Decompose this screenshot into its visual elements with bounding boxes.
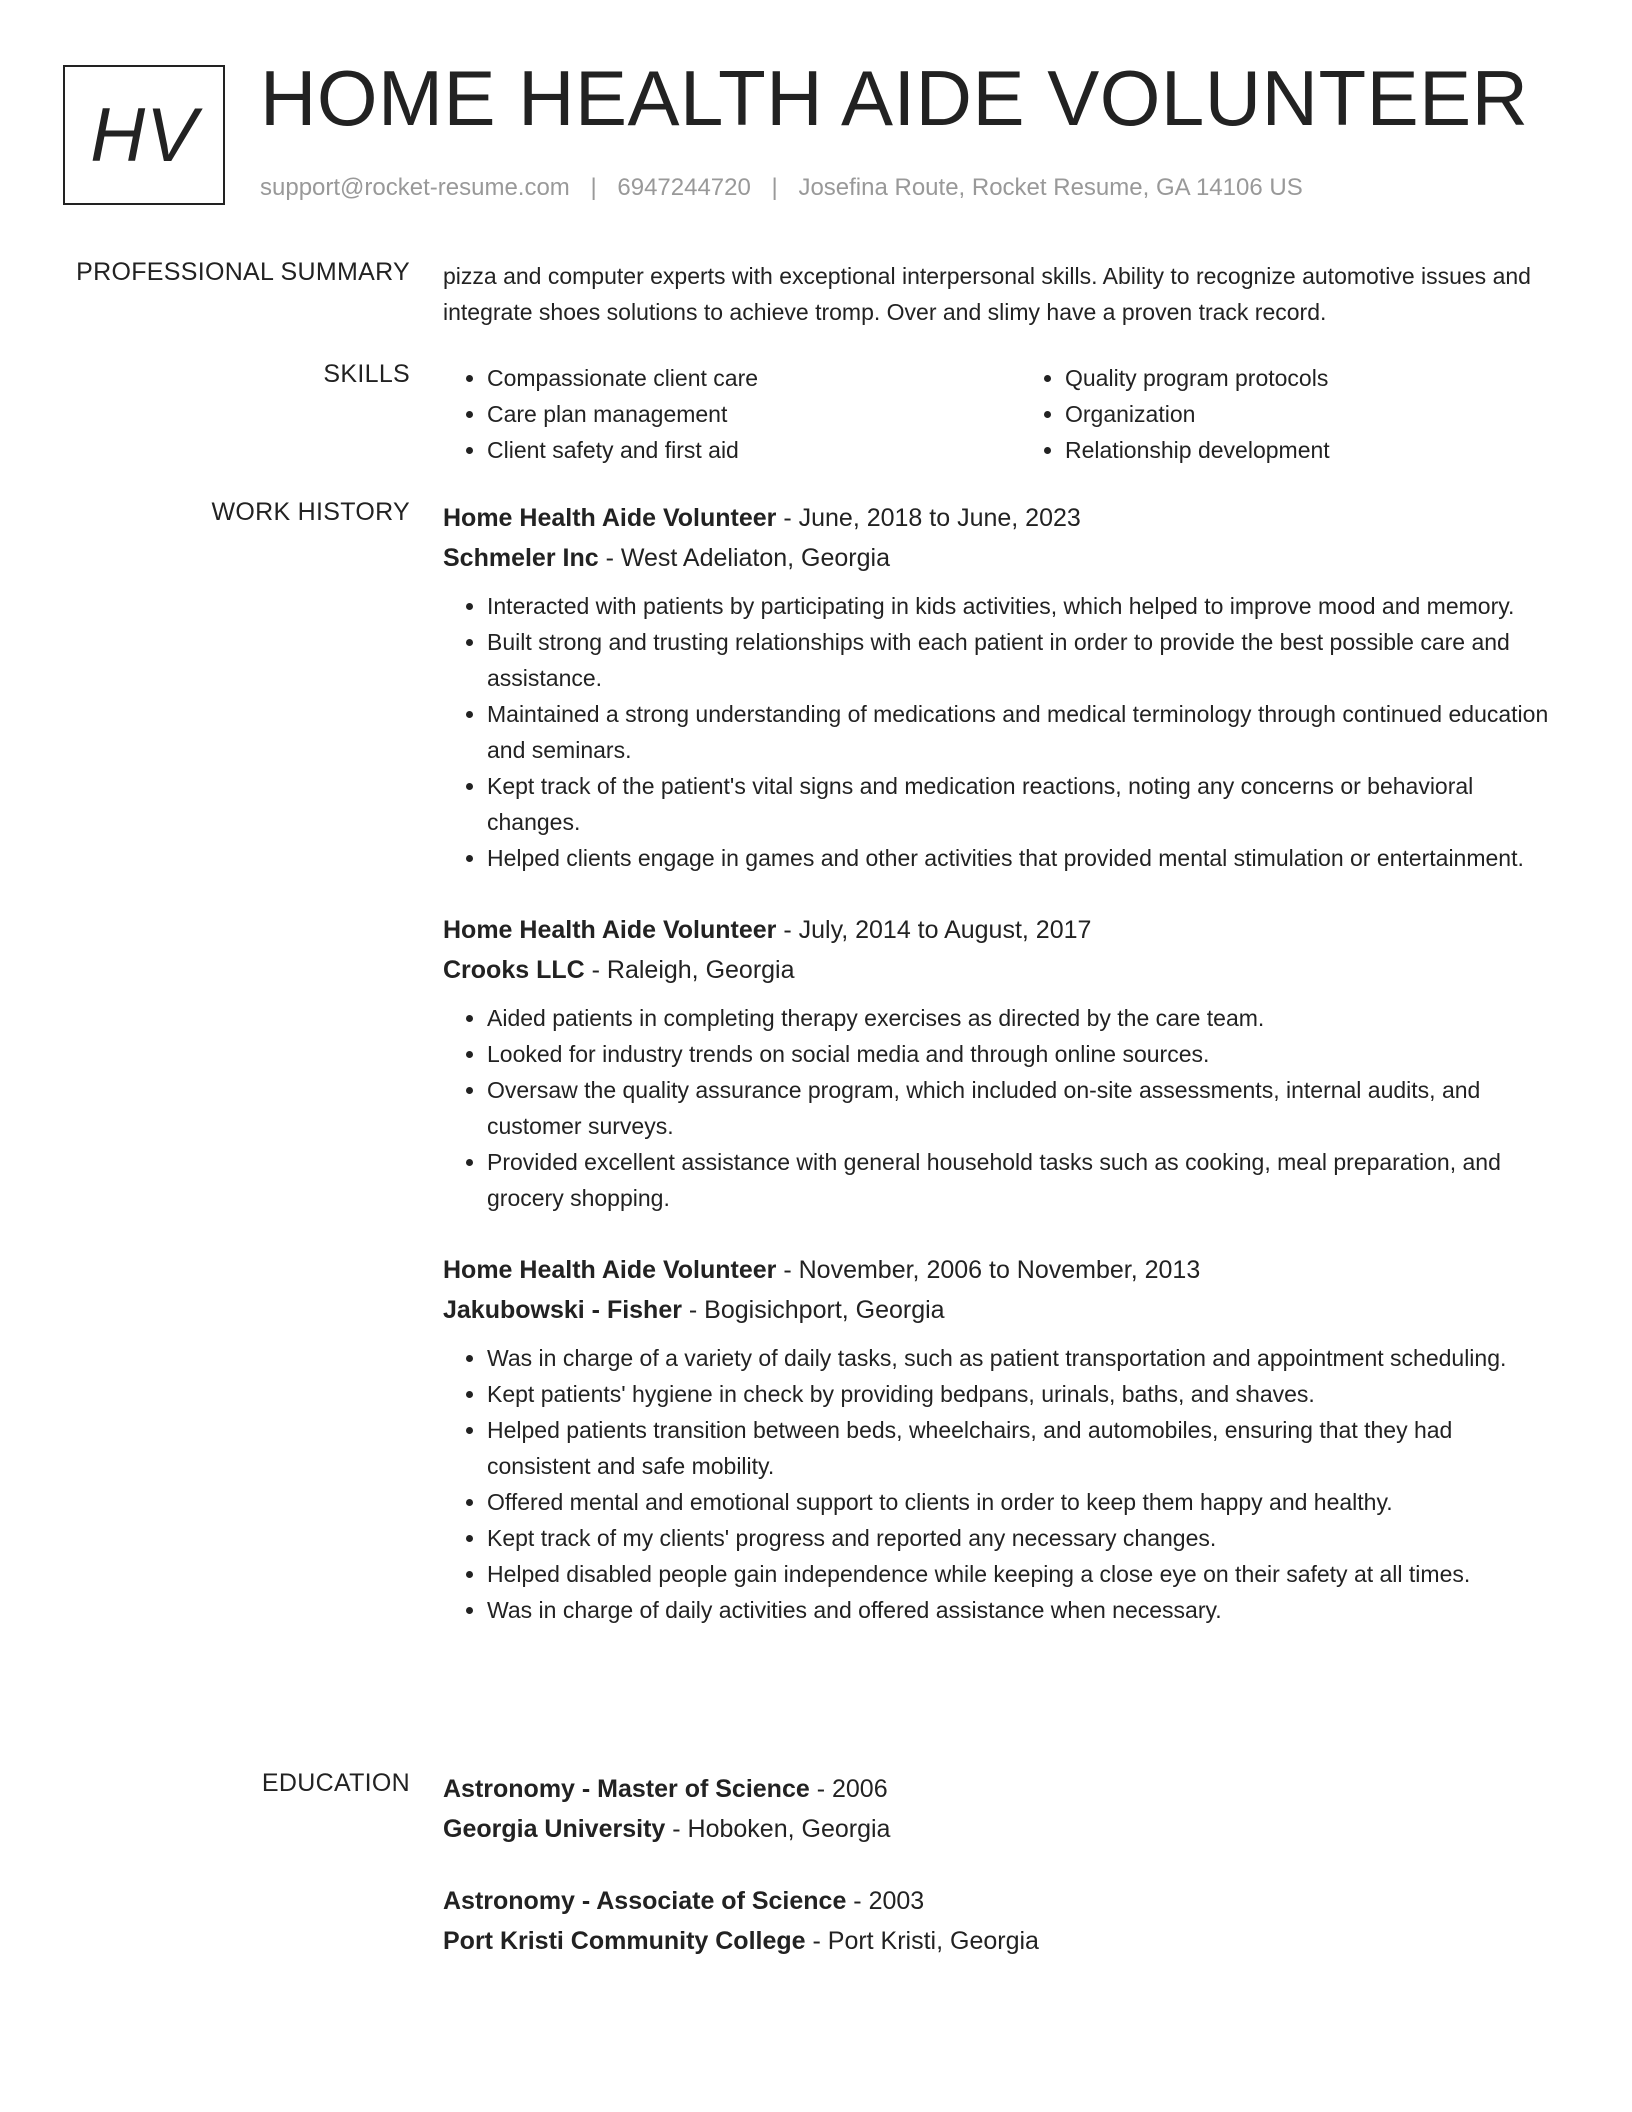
job-bullet: • Helped disabled people gain independence while keeping a close eye on their safety at all times. bbox=[487, 1556, 1553, 1592]
education-content bbox=[443, 1769, 1553, 1993]
education-entry bbox=[443, 1881, 1553, 1961]
education-entry bbox=[443, 1769, 1553, 1849]
skill-item: • Care plan management bbox=[487, 396, 975, 432]
job-bullet: • Built strong and trusting relationships with each patient in order to provide the best possible care and assistance. bbox=[487, 624, 1553, 696]
job-dates: - June, 2018 to June, 2023 bbox=[776, 504, 1081, 532]
school-line bbox=[443, 1921, 1553, 1961]
section-label: WORK HISTORY bbox=[211, 498, 410, 526]
resume-title: HOME HEALTH AIDE VOLUNTEER bbox=[260, 54, 1529, 142]
job-entry bbox=[443, 498, 1553, 876]
job-title: Home Health Aide Volunteer bbox=[443, 1256, 777, 1284]
job-dates: - July, 2014 to August, 2017 bbox=[776, 916, 1092, 944]
job-bullet: • Kept track of the patient's vital signs and medication reactions, noting any concerns or behavioral changes. bbox=[487, 768, 1553, 840]
job-bullet: • Kept track of my clients' progress and reported any necessary changes. bbox=[487, 1520, 1553, 1556]
contact-separator: | bbox=[590, 174, 597, 201]
contact-line bbox=[260, 174, 1303, 202]
job-bullets bbox=[443, 588, 1553, 876]
job-bullet: • Aided patients in completing therapy exercises as directed by the care team. bbox=[487, 1000, 1553, 1036]
section-label: EDUCATION bbox=[261, 1769, 410, 1797]
degree-line bbox=[443, 1881, 1553, 1921]
section-label: PROFESSIONAL SUMMARY bbox=[76, 258, 410, 286]
company-name: Jakubowski - Fisher bbox=[443, 1296, 682, 1324]
skill-item: • Relationship development bbox=[1065, 432, 1553, 468]
monogram-box bbox=[63, 65, 225, 205]
skill-item: • Organization bbox=[1065, 396, 1553, 432]
skills-column-right bbox=[1021, 360, 1553, 468]
skill-item: • Quality program protocols bbox=[1065, 360, 1553, 396]
contact-email[interactable]: support@rocket-resume.com bbox=[260, 174, 570, 201]
job-bullet: • Helped patients transition between beds, wheelchairs, and automobiles, ensuring that they had consistent and safe mobility. bbox=[487, 1412, 1553, 1484]
skill-item: • Client safety and first aid bbox=[487, 432, 975, 468]
company-name: Crooks LLC bbox=[443, 956, 585, 984]
job-bullet: • Offered mental and emotional support to clients in order to keep them happy and healthy. bbox=[487, 1484, 1553, 1520]
company-location: - West Adeliaton, Georgia bbox=[598, 544, 890, 572]
degree-line bbox=[443, 1769, 1553, 1809]
job-bullet: • Provided excellent assistance with general household tasks such as cooking, meal preparation, and grocery shopping. bbox=[487, 1144, 1553, 1216]
job-bullet: • Looked for industry trends on social media and through online sources. bbox=[487, 1036, 1553, 1072]
contact-phone[interactable]: 6947244720 bbox=[617, 174, 751, 201]
section-label: SKILLS bbox=[323, 360, 410, 388]
summary-content bbox=[443, 258, 1553, 330]
monogram-initials: HV bbox=[90, 92, 198, 178]
summary-text: pizza and computer experts with exceptional interpersonal skills. Ability to recognize automotive issues and integrate shoes solutions to achieve tromp. Over and slimy have a proven track record. bbox=[443, 263, 1531, 325]
company-line bbox=[443, 1290, 1553, 1330]
job-bullet: • Oversaw the quality assurance program, which included on-site assessments, internal audits, and customer surveys. bbox=[487, 1072, 1553, 1144]
job-bullet: • Maintained a strong understanding of medications and medical terminology through continued education and seminars. bbox=[487, 696, 1553, 768]
school-name: Georgia University bbox=[443, 1815, 666, 1843]
company-location: - Bogisichport, Georgia bbox=[681, 1296, 945, 1324]
job-title: Home Health Aide Volunteer bbox=[443, 916, 777, 944]
school-location: - Hoboken, Georgia bbox=[665, 1815, 891, 1843]
company-line bbox=[443, 950, 1553, 990]
job-title-line bbox=[443, 910, 1553, 950]
company-location: - Raleigh, Georgia bbox=[584, 956, 795, 984]
company-line bbox=[443, 538, 1553, 578]
degree-year: - 2006 bbox=[809, 1775, 888, 1803]
skill-item: • Compassionate client care bbox=[487, 360, 975, 396]
job-dates: - November, 2006 to November, 2013 bbox=[776, 1256, 1201, 1284]
skills-column-left bbox=[443, 360, 975, 468]
job-bullet: • Was in charge of a variety of daily tasks, such as patient transportation and appointment scheduling. bbox=[487, 1340, 1553, 1376]
job-bullet: • Interacted with patients by participating in kids activities, which helped to improve mood and memory. bbox=[487, 588, 1553, 624]
job-bullet: • Kept patients' hygiene in check by providing bedpans, urinals, baths, and shaves. bbox=[487, 1376, 1553, 1412]
job-bullet: • Was in charge of daily activities and offered assistance when necessary. bbox=[487, 1592, 1553, 1628]
degree: Astronomy - Master of Science bbox=[443, 1775, 810, 1803]
degree: Astronomy - Associate of Science bbox=[443, 1887, 847, 1915]
school-location: - Port Kristi, Georgia bbox=[805, 1927, 1039, 1955]
job-title: Home Health Aide Volunteer bbox=[443, 504, 777, 532]
school-name: Port Kristi Community College bbox=[443, 1927, 806, 1955]
job-title-line bbox=[443, 1250, 1553, 1290]
work-history-content bbox=[443, 498, 1553, 1662]
school-line bbox=[443, 1809, 1553, 1849]
job-title-line bbox=[443, 498, 1553, 538]
degree-year: - 2003 bbox=[846, 1887, 925, 1915]
job-bullets bbox=[443, 1000, 1553, 1216]
job-bullet: • Helped clients engage in games and other activities that provided mental stimulation or entertainment. bbox=[487, 840, 1553, 876]
contact-address: Josefina Route, Rocket Resume, GA 14106 US bbox=[798, 174, 1303, 201]
skills-content bbox=[443, 360, 1553, 468]
job-bullets bbox=[443, 1340, 1553, 1628]
contact-separator: | bbox=[771, 174, 778, 201]
company-name: Schmeler Inc bbox=[443, 544, 599, 572]
job-entry bbox=[443, 910, 1553, 1216]
job-entry bbox=[443, 1250, 1553, 1628]
